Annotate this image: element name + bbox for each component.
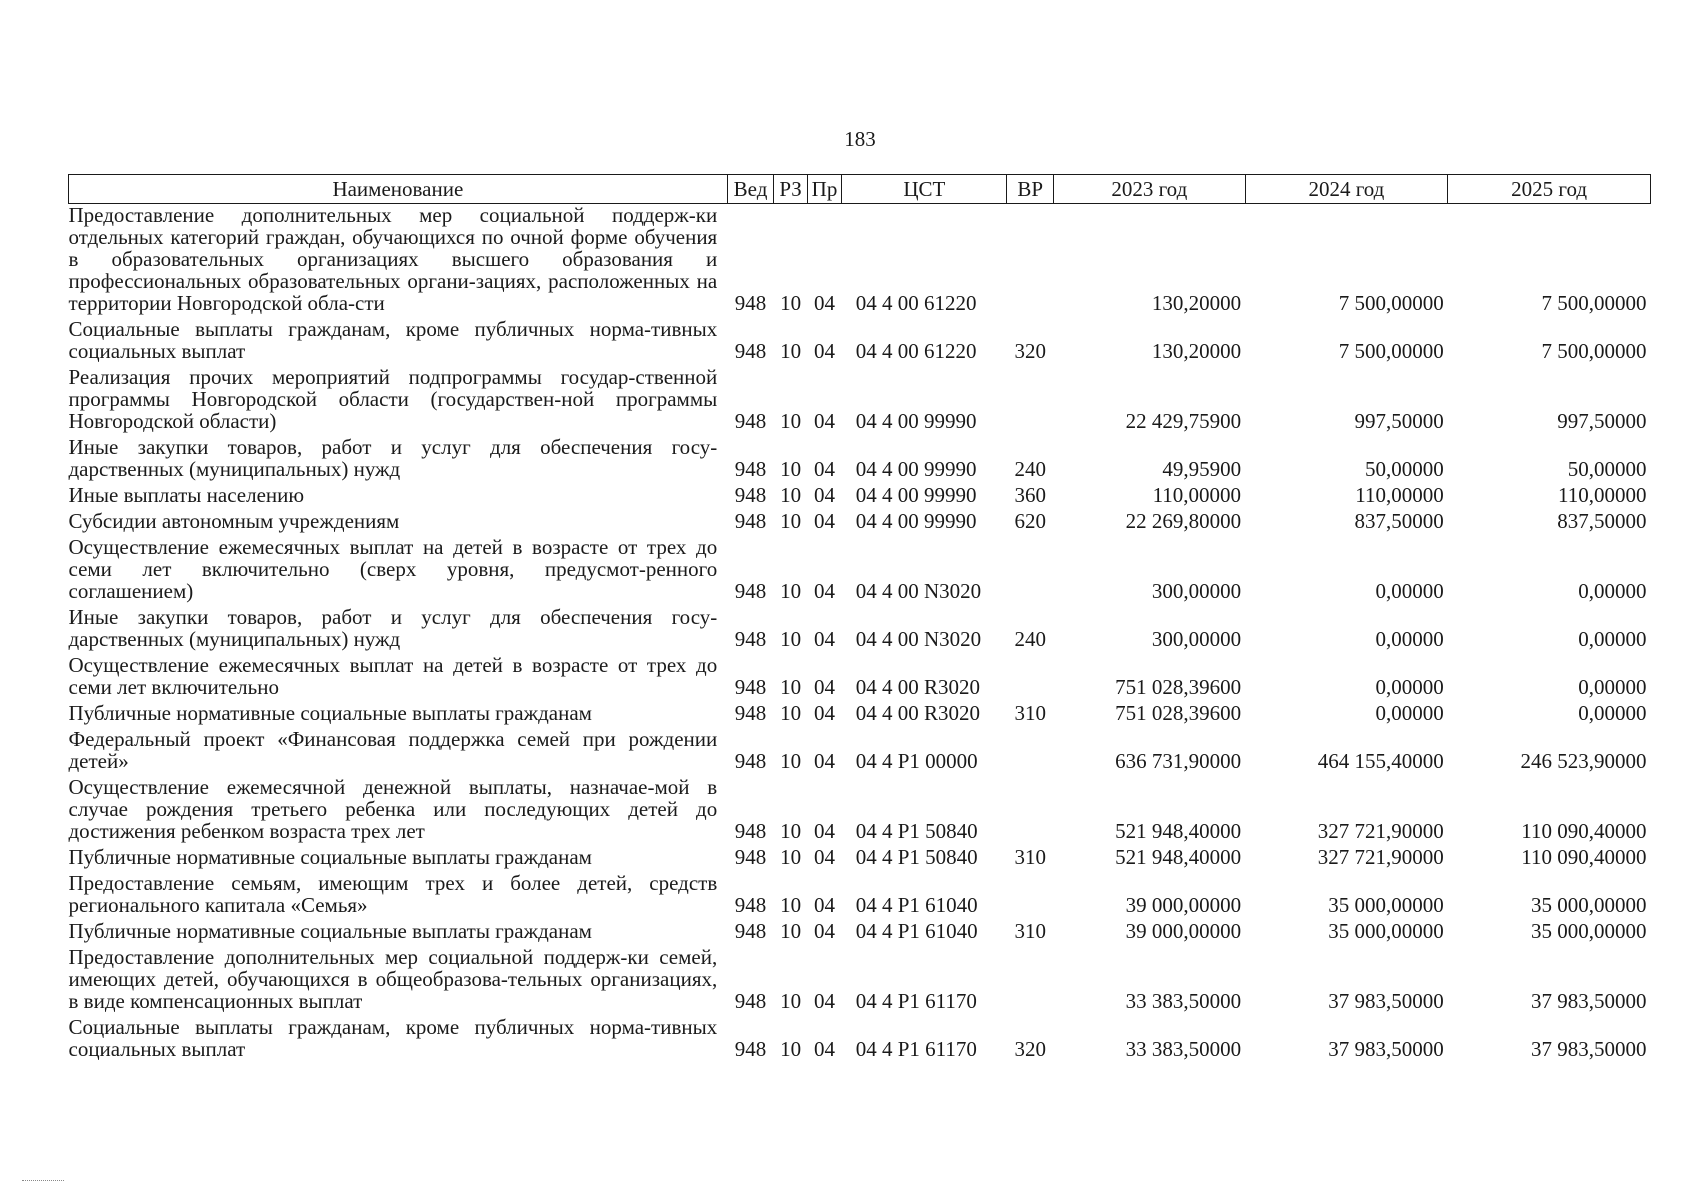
row-vr: 240 — [1014, 627, 1046, 651]
row-cst: 04 4 00 N3020 — [855, 579, 982, 603]
row-ved: 948 — [734, 1037, 767, 1061]
row-name: Осуществление ежемесячной денежной выплаты, назначае-мой в случае рождения третьего ребенка или последующих детей до достижения ребенком возраста трех лет — [68, 775, 718, 843]
table-row — [69, 916, 1651, 942]
row-2025: 110 090,40000 — [1521, 819, 1647, 843]
row-pr: 04 — [814, 627, 835, 651]
row-cst: 04 4 P1 61040 — [855, 919, 978, 943]
row-vr: 240 — [1014, 457, 1046, 481]
row-pr: 04 — [814, 579, 835, 603]
row-2023: 521 948,40000 — [1115, 819, 1242, 843]
row-name: Осуществление ежемесячных выплат на детей в возрасте от трех до семи лет включительно — [68, 653, 718, 699]
table-row — [69, 942, 1651, 1012]
row-pr: 04 — [814, 919, 835, 943]
row-name: Иные выплаты населению — [68, 483, 305, 507]
row-pr: 04 — [814, 409, 835, 433]
row-name: Публичные нормативные социальные выплаты гражданам — [68, 919, 592, 943]
row-vr: 620 — [1014, 509, 1046, 533]
row-ved: 948 — [734, 845, 767, 869]
header-2025: 2025 год — [1448, 175, 1651, 204]
row-2024: 7 500,00000 — [1338, 339, 1444, 363]
row-2024: 327 721,90000 — [1317, 845, 1444, 869]
row-2023: 521 948,40000 — [1115, 845, 1242, 869]
row-pr: 04 — [814, 339, 835, 363]
row-vr — [1007, 362, 1054, 432]
row-pr: 04 — [814, 749, 835, 773]
row-vr — [1007, 772, 1054, 842]
row-2024: 997,50000 — [1354, 409, 1444, 433]
row-2024: 7 500,00000 — [1338, 291, 1444, 315]
table-header-row — [69, 175, 1651, 204]
table-row — [69, 1012, 1651, 1060]
row-cst: 04 4 00 99990 — [855, 409, 977, 433]
row-pr: 04 — [814, 701, 835, 725]
row-2024: 327 721,90000 — [1317, 819, 1444, 843]
row-vr — [1007, 532, 1054, 602]
row-2025: 110,00000 — [1558, 483, 1647, 507]
row-2025: 50,00000 — [1567, 457, 1647, 481]
row-2024: 35 000,00000 — [1328, 893, 1444, 917]
row-2025: 0,00000 — [1578, 701, 1647, 725]
row-2023: 33 383,50000 — [1125, 1037, 1242, 1061]
row-vr — [1007, 204, 1054, 315]
row-ved: 948 — [734, 579, 767, 603]
row-ved: 948 — [734, 749, 767, 773]
row-rz: 10 — [780, 749, 802, 773]
row-name: Предоставление семьям, имеющим трех и более детей, средств регионального капитала «Семья» — [68, 871, 718, 917]
row-ved: 948 — [734, 627, 767, 651]
table-row — [69, 650, 1651, 698]
table-row — [69, 868, 1651, 916]
row-2023: 49,95900 — [1162, 457, 1242, 481]
row-pr: 04 — [814, 989, 835, 1013]
row-cst: 04 4 P1 50840 — [855, 819, 978, 843]
row-pr: 04 — [814, 893, 835, 917]
row-2023: 33 383,50000 — [1125, 989, 1242, 1013]
row-ved: 948 — [734, 339, 767, 363]
row-pr: 04 — [814, 291, 835, 315]
row-rz: 10 — [780, 1037, 802, 1061]
row-cst: 04 4 00 99990 — [855, 509, 977, 533]
row-pr: 04 — [814, 1037, 835, 1061]
row-2023: 22 269,80000 — [1125, 509, 1242, 533]
header-2023: 2023 год — [1054, 175, 1246, 204]
row-ved: 948 — [734, 919, 767, 943]
row-rz: 10 — [780, 701, 802, 725]
row-2025: 37 983,50000 — [1531, 1037, 1647, 1061]
scan-artifact — [22, 1180, 64, 1181]
row-name: Иные закупки товаров, работ и услуг для обеспечения госу-дарственных (муниципальных) нужд — [68, 605, 718, 651]
header-cst: ЦСТ — [842, 175, 1007, 204]
row-2023: 39 000,00000 — [1125, 919, 1242, 943]
row-rz: 10 — [780, 845, 802, 869]
row-name: Предоставление дополнительных мер социальной поддерж-ки семей, имеющих детей, обучающихся в общеобразова-тельных организациях, в виде компенсационных выплат — [68, 945, 718, 1013]
row-2023: 110,00000 — [1152, 483, 1242, 507]
row-2024: 50,00000 — [1365, 457, 1444, 481]
row-rz: 10 — [780, 919, 802, 943]
row-2025: 997,50000 — [1557, 409, 1647, 433]
table-row — [69, 724, 1651, 772]
row-ved: 948 — [734, 675, 767, 699]
row-pr: 04 — [814, 675, 835, 699]
page-number: 183 — [844, 127, 876, 151]
row-ved: 948 — [734, 509, 767, 533]
row-cst: 04 4 00 99990 — [855, 457, 977, 481]
header-2024: 2024 год — [1245, 175, 1448, 204]
table-row — [69, 204, 1651, 315]
row-name: Социальные выплаты гражданам, кроме публичных норма-тивных социальных выплат — [68, 1015, 718, 1061]
row-ved: 948 — [734, 989, 767, 1013]
header-rz: РЗ — [774, 175, 807, 204]
row-2024: 110,00000 — [1355, 483, 1444, 507]
row-rz: 10 — [780, 339, 802, 363]
row-rz: 10 — [780, 579, 802, 603]
row-pr: 04 — [814, 457, 835, 481]
row-2025: 7 500,00000 — [1541, 339, 1647, 363]
row-vr: 310 — [1014, 845, 1046, 869]
row-ved: 948 — [734, 701, 767, 725]
row-name: Осуществление ежемесячных выплат на детей в возрасте от трех до семи лет включительно (сверх уровня, предусмот-ренного соглашением) — [68, 535, 718, 603]
table-row — [69, 362, 1651, 432]
row-name: Публичные нормативные социальные выплаты гражданам — [68, 701, 592, 725]
row-ved: 948 — [734, 291, 767, 315]
row-cst: 04 4 00 61220 — [855, 339, 977, 363]
row-2025: 0,00000 — [1578, 627, 1647, 651]
row-cst: 04 4 P1 61170 — [855, 989, 977, 1013]
row-2025: 35 000,00000 — [1531, 919, 1647, 943]
row-2024: 37 983,50000 — [1328, 989, 1444, 1013]
row-ved: 948 — [734, 409, 767, 433]
row-cst: 04 4 P1 61040 — [855, 893, 978, 917]
row-rz: 10 — [780, 989, 802, 1013]
row-vr — [1007, 724, 1054, 772]
header-name: Наименование — [69, 175, 728, 204]
row-cst: 04 4 00 N3020 — [855, 627, 982, 651]
table-row — [69, 506, 1651, 532]
row-name: Федеральный проект «Финансовая поддержка семей при рождении детей» — [68, 727, 718, 773]
row-cst: 04 4 P1 61170 — [855, 1037, 977, 1061]
row-2023: 751 028,39600 — [1115, 675, 1242, 699]
row-2024: 35 000,00000 — [1328, 919, 1444, 943]
row-rz: 10 — [780, 627, 802, 651]
row-rz: 10 — [780, 819, 802, 843]
row-2024: 0,00000 — [1375, 675, 1444, 699]
table-row — [69, 842, 1651, 868]
row-vr — [1007, 942, 1054, 1012]
row-name: Иные закупки товаров, работ и услуг для обеспечения госу-дарственных (муниципальных) нужд — [68, 435, 718, 481]
budget-table — [68, 174, 1651, 1060]
row-pr: 04 — [814, 819, 835, 843]
row-cst: 04 4 P1 50840 — [855, 845, 978, 869]
table-row — [69, 480, 1651, 506]
row-cst: 04 4 00 61220 — [855, 291, 977, 315]
row-ved: 948 — [734, 457, 767, 481]
table-row — [69, 314, 1651, 362]
row-name: Предоставление дополнительных мер социальной поддерж-ки отдельных категорий граждан, обучающихся по очной форме обучения в образовательных организациях высшего образования и профессиональных образовательных органи-зациях, расположенных на территории Новгородской обла-сти — [68, 203, 718, 315]
row-2024: 837,50000 — [1354, 509, 1444, 533]
row-2023: 300,00000 — [1151, 627, 1242, 651]
table-row — [69, 532, 1651, 602]
row-ved: 948 — [734, 483, 767, 507]
row-cst: 04 4 P1 00000 — [855, 749, 978, 773]
row-pr: 04 — [814, 509, 835, 533]
row-2025: 246 523,90000 — [1520, 749, 1647, 773]
row-2025: 37 983,50000 — [1531, 989, 1647, 1013]
row-rz: 10 — [780, 483, 802, 507]
row-name: Социальные выплаты гражданам, кроме публичных норма-тивных социальных выплат — [68, 317, 718, 363]
row-vr: 310 — [1014, 701, 1046, 725]
row-2024: 0,00000 — [1375, 627, 1444, 651]
row-ved: 948 — [734, 893, 767, 917]
row-pr: 04 — [814, 483, 835, 507]
table-row — [69, 432, 1651, 480]
row-name: Публичные нормативные социальные выплаты гражданам — [68, 845, 592, 869]
row-2023: 130,20000 — [1151, 291, 1242, 315]
row-2023: 751 028,39600 — [1115, 701, 1242, 725]
header-pr: Пр — [807, 175, 841, 204]
row-rz: 10 — [780, 291, 802, 315]
row-vr: 320 — [1014, 1037, 1046, 1061]
row-pr: 04 — [814, 845, 835, 869]
row-2024: 0,00000 — [1375, 701, 1444, 725]
row-vr: 310 — [1014, 919, 1046, 943]
row-vr — [1007, 650, 1054, 698]
row-2025: 35 000,00000 — [1531, 893, 1647, 917]
row-2025: 837,50000 — [1557, 509, 1647, 533]
row-vr: 360 — [1014, 483, 1046, 507]
header-ved: Вед — [727, 175, 774, 204]
row-2023: 22 429,75900 — [1125, 409, 1242, 433]
table-row — [69, 602, 1651, 650]
row-2025: 7 500,00000 — [1541, 291, 1647, 315]
row-2023: 39 000,00000 — [1125, 893, 1242, 917]
row-2025: 0,00000 — [1578, 579, 1647, 603]
row-2023: 300,00000 — [1151, 579, 1242, 603]
row-2025: 110 090,40000 — [1521, 845, 1647, 869]
row-rz: 10 — [780, 457, 802, 481]
row-cst: 04 4 00 R3020 — [855, 701, 980, 725]
row-cst: 04 4 00 R3020 — [855, 675, 980, 699]
row-ved: 948 — [734, 819, 767, 843]
row-vr — [1007, 868, 1054, 916]
row-name: Субсидии автономным учреждениям — [68, 509, 400, 533]
row-vr: 320 — [1014, 339, 1046, 363]
row-2024: 37 983,50000 — [1328, 1037, 1444, 1061]
row-rz: 10 — [780, 409, 802, 433]
header-vr: ВР — [1007, 175, 1054, 204]
row-2023: 130,20000 — [1151, 339, 1242, 363]
table-row — [69, 772, 1651, 842]
row-rz: 10 — [780, 675, 802, 699]
row-2023: 636 731,90000 — [1115, 749, 1242, 773]
row-rz: 10 — [780, 509, 802, 533]
table-row — [69, 698, 1651, 724]
row-name: Реализация прочих мероприятий подпрограммы государ-ственной программы Новгородской области (государствен-ной программы Новгородской области) — [68, 365, 718, 433]
row-2025: 0,00000 — [1578, 675, 1647, 699]
row-2024: 464 155,40000 — [1317, 749, 1444, 773]
row-rz: 10 — [780, 893, 802, 917]
row-cst: 04 4 00 99990 — [855, 483, 977, 507]
row-2024: 0,00000 — [1375, 579, 1444, 603]
